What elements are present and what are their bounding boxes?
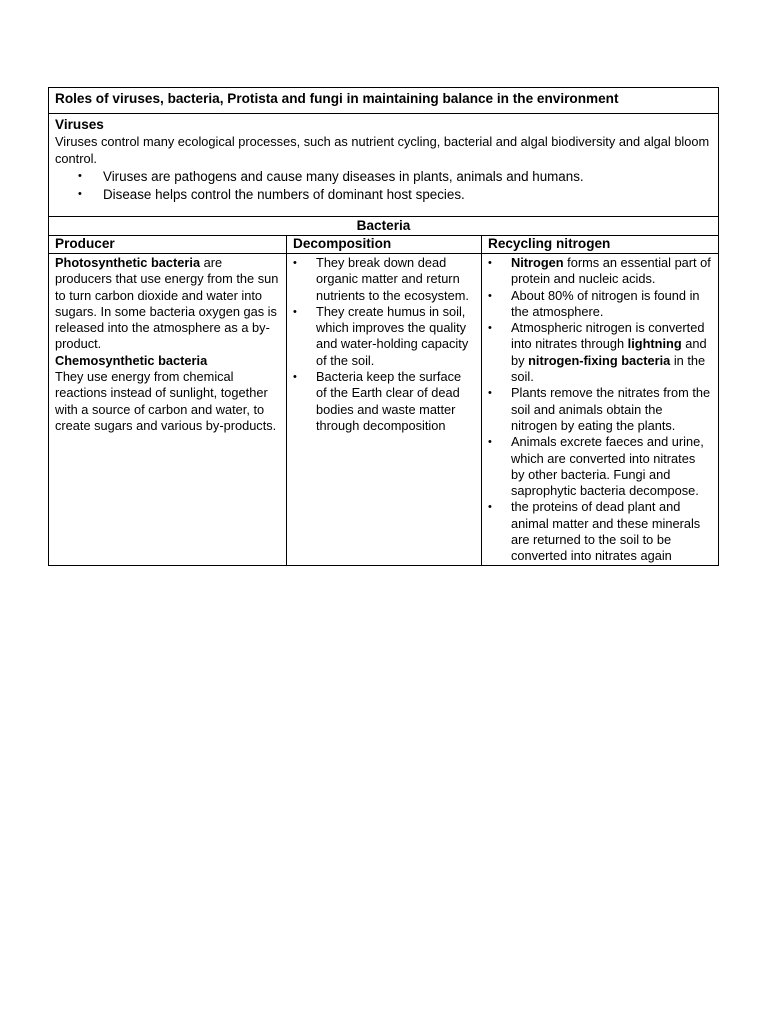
column-header-decomposition: Decomposition xyxy=(287,236,482,253)
recycling-nitrogen-cell xyxy=(482,254,718,565)
bullet-icon: • xyxy=(293,371,297,384)
table-title: Roles of viruses, bacteria, Protista and fungi in maintaining balance in the environment xyxy=(49,88,718,114)
producer-paragraph xyxy=(55,255,280,353)
bullet-icon: • xyxy=(78,187,82,200)
bacteria-heading: Bacteria xyxy=(49,217,718,236)
lightning-term: lightning xyxy=(627,336,682,352)
bullet-icon: • xyxy=(488,387,492,400)
list-item xyxy=(55,168,712,186)
list-item xyxy=(488,434,712,499)
nitrogen-fixing-bacteria-term: nitrogen-fixing bacteria xyxy=(528,352,671,368)
nitrogen-item-text: and by xyxy=(511,336,707,368)
roles-table xyxy=(48,87,719,566)
viruses-intro: Viruses control many ecological processes, such as nutrient cycling, bacterial and algal biodiversity and algal bloom control. xyxy=(55,134,710,166)
list-item xyxy=(293,255,475,304)
chemosynthetic-bacteria-term: Chemosynthetic bacteria xyxy=(55,352,208,368)
bullet-icon: • xyxy=(488,257,492,269)
bullet-icon: • xyxy=(488,322,492,335)
list-item xyxy=(293,369,475,434)
bacteria-column-headers xyxy=(49,236,718,254)
nitrogen-item-text: forms an essential part of protein and nucleic acids. xyxy=(511,255,711,287)
list-item xyxy=(293,304,475,369)
decomposition-cell xyxy=(287,254,482,565)
nitrogen-term: Nitrogen xyxy=(511,255,564,270)
bullet-icon: • xyxy=(488,501,492,514)
list-item xyxy=(488,288,712,321)
viruses-bullet-text: Disease helps control the numbers of dominant host species. xyxy=(103,186,465,202)
nitrogen-item-text: the proteins of dead plant and animal matter and these minerals are returned to the soil to be converted into nitrates again xyxy=(511,499,701,564)
decomposition-item-text: Bacteria keep the surface of the Earth clear of dead bodies and waste matter through decomposition xyxy=(316,369,462,433)
column-header-producer: Producer xyxy=(49,236,287,253)
nitrogen-item-text: Animals excrete faeces and urine, which are converted into nitrates by other bacteria. Fungi and saprophytic bacteria decompose. xyxy=(511,434,704,499)
bullet-icon: • xyxy=(78,170,82,182)
list-item xyxy=(55,186,712,204)
bullet-icon: • xyxy=(488,436,492,449)
list-item xyxy=(488,385,712,434)
viruses-heading: Viruses xyxy=(55,117,104,132)
decomposition-list xyxy=(293,255,475,434)
column-header-recycling-nitrogen: Recycling nitrogen xyxy=(488,236,611,251)
viruses-section xyxy=(49,114,718,217)
photosynthetic-bacteria-term: Photosynthetic bacteria xyxy=(55,255,201,270)
bullet-icon: • xyxy=(293,305,297,318)
nitrogen-item-text: Plants remove the nitrates from the soil and animals obtain the nitrogen by eating the plants. xyxy=(511,385,711,433)
chemosynthetic-text: They use energy from chemical reactions instead of sunlight, together with a source of carbon and water, to create sugars and various by-products. xyxy=(55,369,277,433)
bullet-icon: • xyxy=(293,257,297,269)
producer-text: are producers that use energy from the sun to turn carbon dioxide and water into sugars. In some bacteria oxygen gas is released into the atmosphere as a by-product. xyxy=(55,255,279,352)
list-item xyxy=(488,255,712,288)
viruses-bullet-text: Viruses are pathogens and cause many diseases in plants, animals and humans. xyxy=(103,169,584,184)
nitrogen-list xyxy=(488,255,712,565)
bacteria-body-row xyxy=(49,254,718,565)
decomposition-item-text: They create humus in soil, which improves the quality and water-holding capacity of the soil. xyxy=(316,303,469,368)
producer-cell xyxy=(49,254,287,565)
viruses-bullet-list xyxy=(55,168,712,203)
chemosynthetic-heading xyxy=(55,353,280,369)
list-item xyxy=(488,320,712,385)
decomposition-item-text: They break down dead organic matter and return nutrients to the ecosystem. xyxy=(316,255,469,303)
nitrogen-item-text: About 80% of nitrogen is found in the atmosphere. xyxy=(511,287,700,319)
nitrogen-item-text: Atmospheric nitrogen is converted into nitrates through xyxy=(511,320,705,352)
list-item xyxy=(488,499,712,564)
nitrogen-item-text: in the soil. xyxy=(511,352,706,385)
bullet-icon: • xyxy=(488,289,492,302)
